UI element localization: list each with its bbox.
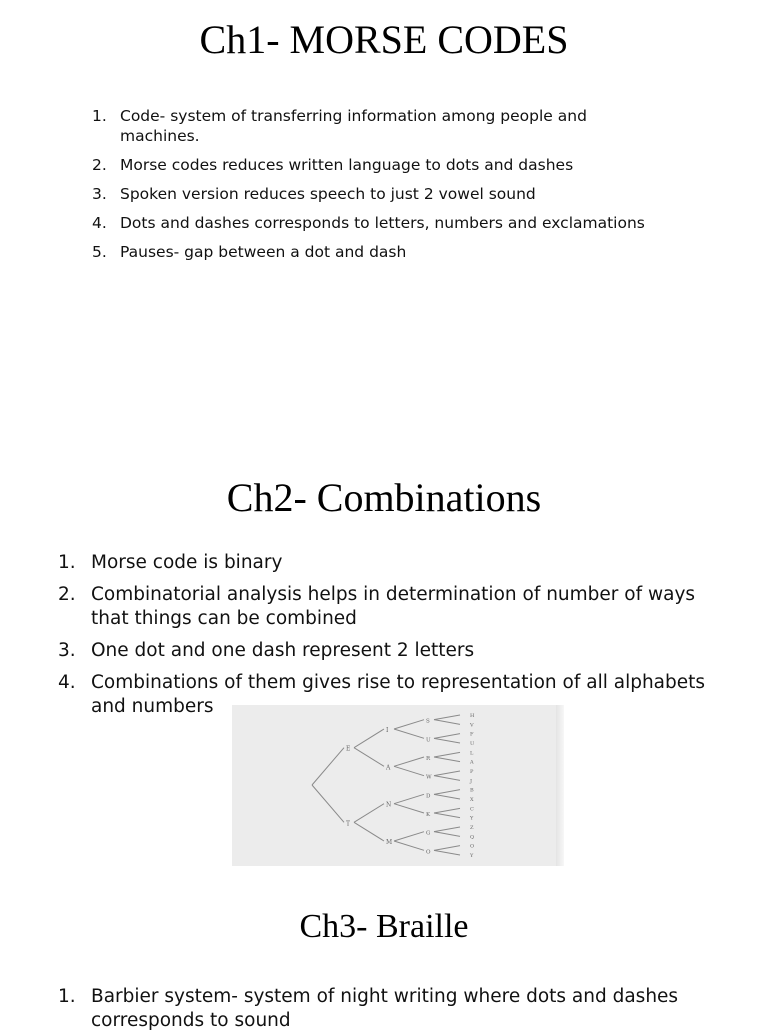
tree-leaf-label: P: [470, 769, 474, 775]
tree-branch: [434, 813, 460, 818]
list-item: [58, 985, 708, 1033]
tree-node-label: W: [426, 774, 432, 781]
tree-branch: [434, 846, 460, 851]
tree-node-label: G: [426, 830, 431, 837]
tree-branch: [394, 832, 424, 841]
tree-branch: [354, 804, 384, 823]
tree-node-label: I: [386, 727, 389, 734]
tree-branch: [394, 804, 424, 813]
list-item: [92, 155, 652, 175]
list-item-number: 2.: [58, 584, 76, 605]
list-item-number: 5.: [92, 243, 107, 261]
tree-leaf-label: Q: [470, 834, 475, 841]
tree-branch: [434, 776, 460, 781]
tree-node-label: A: [386, 764, 391, 772]
tree-branch: [434, 850, 460, 855]
tree-branch: [434, 808, 460, 813]
list-item-text: Dots and dashes corresponds to letters, numbers and exclamations: [120, 214, 645, 232]
tree-leaf-label: Y: [470, 853, 474, 859]
tree-leaf-label: B: [470, 787, 474, 794]
tree-branch: [434, 794, 460, 799]
tree-leaf-label: A: [470, 759, 474, 766]
morse-tree-figure: [232, 705, 564, 866]
tree-branch: [434, 738, 460, 743]
tree-branch: [434, 757, 460, 762]
tree-branch: [394, 766, 424, 775]
tree-leaf-label: L: [470, 750, 474, 757]
tree-branch: [394, 757, 424, 766]
tree-branch: [434, 752, 460, 757]
list-item-number: 2.: [92, 156, 107, 174]
list-item-text: Barbier system- system of night writing where dots and dashes corresponds to sound: [91, 986, 679, 1031]
tree-node-label: D: [426, 793, 431, 800]
tree-branch: [434, 771, 460, 776]
list-item: [58, 551, 708, 575]
list-item-number: 1.: [58, 552, 76, 573]
chapter-3-list: [58, 985, 708, 1033]
list-item-text: Code- system of transferring information among people and machines.: [120, 107, 587, 145]
tree-branch: [434, 715, 460, 720]
tree-branch: [312, 748, 344, 785]
tree-leaf-label: F: [470, 731, 474, 738]
tree-branch: [394, 794, 424, 803]
list-item-number: 1.: [92, 107, 107, 125]
list-item-text: One dot and one dash represent 2 letters: [91, 640, 475, 661]
tree-node-label: K: [426, 812, 431, 818]
tree-branch: [394, 729, 424, 738]
list-item-text: Morse code is binary: [91, 552, 283, 573]
list-item: [58, 583, 708, 631]
tree-branch: [354, 729, 384, 748]
tree-node-label: S: [426, 718, 430, 725]
list-item: [92, 242, 652, 262]
tree-branch: [394, 841, 424, 850]
tree-leaf-label: Y: [470, 815, 474, 822]
chapter-2-list: [58, 551, 708, 727]
tree-branch: [434, 790, 460, 795]
tree-branch: [434, 720, 460, 725]
chapter-1-list: [92, 106, 652, 271]
list-item: [92, 213, 652, 233]
list-item: [58, 639, 708, 663]
tree-leaf-label: H: [470, 713, 475, 719]
tree-branch: [394, 720, 424, 729]
tree-branch: [434, 734, 460, 739]
tree-leaf-label: C: [470, 806, 474, 813]
tree-branch: [312, 785, 344, 822]
list-item-text: Pauses- gap between a dot and dash: [120, 243, 407, 261]
tree-leaf-label: U: [470, 741, 475, 747]
tree-node-label: U: [426, 737, 431, 744]
tree-node-label: R: [426, 756, 431, 762]
list-item-text: Combinatorial analysis helps in determination of number of ways that things can be combined: [91, 584, 696, 629]
tree-branch: [434, 827, 460, 832]
list-item: [92, 106, 652, 146]
tree-node-label: N: [386, 801, 392, 809]
tree-node-label: M: [386, 839, 393, 846]
tree-leaf-label: X: [470, 797, 474, 803]
list-item-number: 1.: [58, 986, 76, 1007]
chapter-1-title: Ch1- MORSE CODES: [199, 17, 569, 62]
list-item: [92, 184, 652, 204]
tree-node-label: E: [346, 745, 351, 753]
tree-node-label: T: [346, 820, 351, 828]
tree-branch: [354, 748, 384, 767]
list-item-number: 4.: [58, 672, 76, 693]
list-item-number: 3.: [92, 185, 107, 203]
tree-branch: [354, 822, 384, 841]
chapter-2-title: Ch2- Combinations: [226, 475, 542, 520]
tree-leaf-label: O: [470, 843, 475, 850]
list-item-text: Spoken version reduces speech to just 2 vowel sound: [120, 185, 536, 203]
tree-leaf-label: V: [470, 722, 474, 729]
list-item-number: 3.: [58, 640, 76, 661]
tree-leaf-label: Z: [470, 825, 474, 831]
figure-edge-shadow: [556, 705, 564, 866]
list-item-number: 4.: [92, 214, 107, 232]
list-item-text: Morse codes reduces written language to dots and dashes: [120, 156, 574, 174]
tree-branch: [434, 832, 460, 837]
list-item-text: Combinations of them gives rise to representation of all alphabets and numbers: [91, 672, 706, 717]
tree-node-label: O: [426, 849, 431, 856]
morse-tree-diagram: [232, 705, 564, 866]
tree-leaf-label: J: [470, 778, 473, 785]
chapter-3-title: Ch3- Braille: [299, 908, 469, 945]
